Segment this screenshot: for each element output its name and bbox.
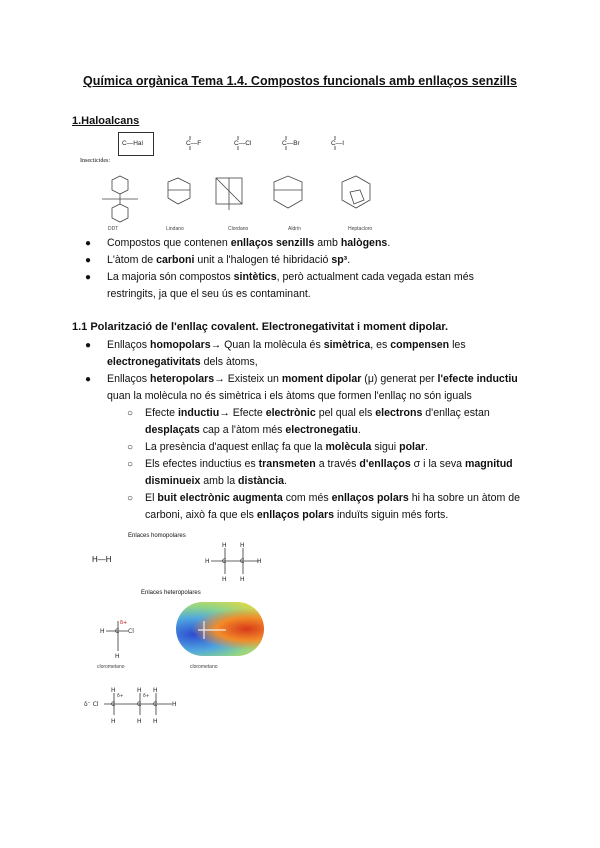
list-item: ○ Els efectes inductius es transmeten a través d'enllaços σ i la seva magnitud disminueix amb la distància.: [127, 458, 513, 487]
svg-text:δ+: δ+: [120, 620, 128, 626]
svg-text:C: C: [153, 701, 158, 708]
svg-text:H: H: [100, 628, 105, 635]
halo-label: C—Br: [282, 140, 300, 147]
list-item: ● Enllaços heteropolars→ Existeix un moment dipolar (μ) generat per l'efecte inductiu quan la molècula no és simètrica i els àtoms que formen l'enllaç no són iguals: [85, 373, 518, 402]
svg-text:H: H: [240, 542, 245, 549]
list-item: ○ Efecte inductiu→ Efecte electrònic pel qual els electrons d'enllaç estan desplaçats cap a l'àtom més electronegatiu.: [127, 407, 490, 436]
insecticide-caption: Clordano: [228, 226, 249, 232]
svg-text:H: H: [205, 558, 210, 565]
svg-text:δ+: δ+: [117, 694, 124, 699]
insecticides-label: Insecticides:: [80, 158, 110, 164]
insecticide-caption: DDT: [108, 226, 119, 232]
insecticide-caption: Heptacloro: [348, 226, 373, 232]
list-item: ● L'àtom de carboni unit a l'halogen té hibridació sp³.: [85, 254, 351, 266]
svg-text:H: H: [111, 687, 116, 694]
svg-text:H: H: [153, 687, 158, 694]
list-item: ● La majoria són compostos sintètics, però actualment cada vegada estan més restringits, ja que el seu ús es contaminant.: [85, 271, 474, 300]
svg-text:C: C: [115, 628, 120, 635]
figure-caption-left: clorometano: [97, 664, 125, 670]
halo-label: C—Cl: [234, 140, 252, 147]
insecticide-structures: [98, 168, 388, 230]
ethane-structure: [205, 540, 265, 582]
page-title: Química orgànica Tema 1.4. Compostos funcionals amb enllaços senzills: [83, 74, 517, 88]
svg-text:C: C: [111, 701, 116, 708]
figure-caption-right: clorometano: [190, 664, 218, 670]
chloromethane-structure: [98, 615, 148, 661]
halo-label: C—Hal: [122, 140, 143, 147]
heteropolar-label: Enlaces heteropolares: [141, 590, 201, 596]
svg-text:Cl: Cl: [128, 628, 134, 635]
svg-text:C: C: [222, 558, 227, 565]
svg-text:H: H: [257, 558, 262, 565]
svg-text:δ⁻ Cl: δ⁻ Cl: [84, 701, 99, 708]
insecticide-caption: Aldrín: [288, 226, 302, 232]
svg-text:C: C: [137, 701, 142, 708]
svg-text:C: C: [240, 558, 245, 565]
section-heading-polaritzacio: 1.1 Polarització de l'enllaç covalent. Electronegativitat i moment dipolar.: [72, 321, 449, 333]
list-item: ● Enllaços homopolars→ Quan la molècula és simètrica, es compensen les electronegativitats dels àtoms,: [85, 339, 466, 368]
svg-text:δ+: δ+: [143, 694, 150, 699]
section-heading-haloalcans: 1.Haloalcans: [72, 115, 140, 127]
halo-label: C—I: [331, 140, 344, 147]
svg-text:H: H: [137, 687, 142, 694]
svg-text:H: H: [153, 718, 158, 725]
bond-ticks: [118, 132, 358, 154]
h2-molecule: H—H: [92, 555, 112, 564]
halo-label: C—F: [186, 140, 202, 147]
list-item: ● Compostos que contenen enllaços senzills amb halògens.: [85, 237, 391, 249]
insecticide-caption: Lindano: [166, 226, 184, 232]
propane-chain-structure: [84, 685, 184, 725]
svg-text:H: H: [172, 701, 177, 708]
svg-text:H: H: [115, 653, 120, 660]
svg-text:H: H: [137, 718, 142, 725]
svg-text:H: H: [111, 718, 116, 725]
molecule-overlay: [192, 618, 232, 642]
homopolar-label: Enlaces homopolares: [128, 533, 186, 539]
svg-text:H: H: [222, 576, 227, 582]
svg-text:H: H: [222, 542, 227, 549]
list-item: ○ El buit electrònic augmenta com més enllaços polars hi ha sobre un àtom de carboni, això fa que els enllaços polars induïts siguin més forts.: [127, 492, 521, 521]
svg-text:H: H: [240, 576, 245, 582]
list-item: ○ La presència d'aquest enllaç fa que la molècula sigui polar.: [127, 441, 428, 453]
